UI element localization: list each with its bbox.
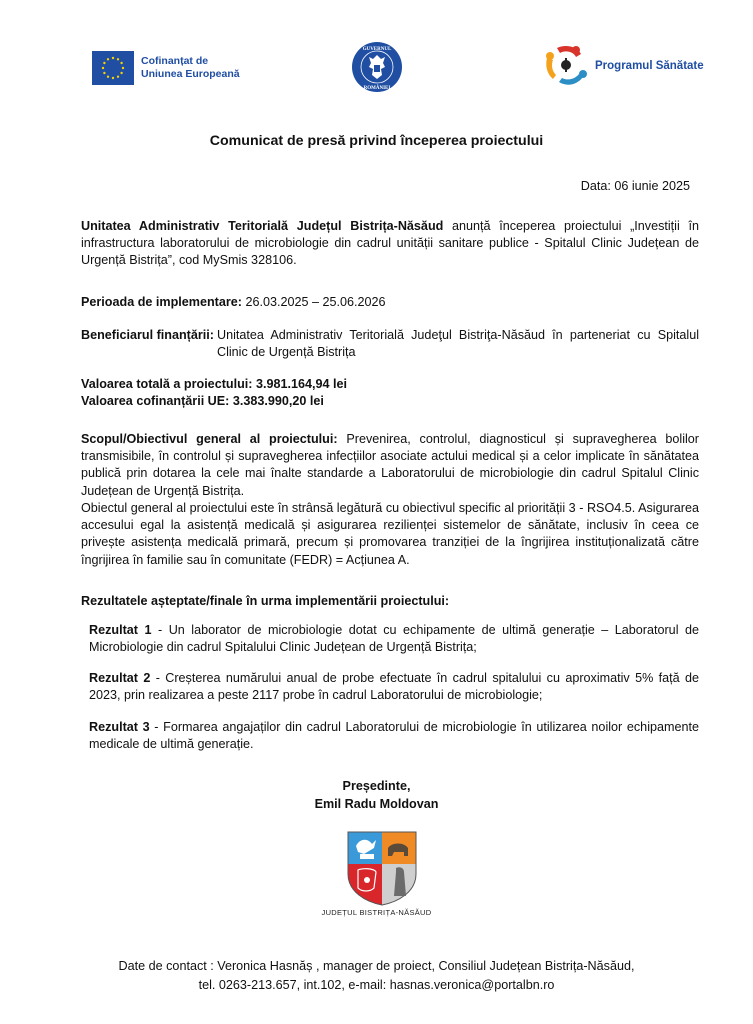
county-crest: [346, 830, 418, 906]
contact-line-2: tel. 0263-213.657, int.102, e-mail: hasnas.veronica@portalbn.ro: [198, 978, 555, 992]
romanian-government-logo: [351, 41, 403, 93]
result-label: Rezultat 1: [89, 623, 152, 637]
document-date: Data: 06 iunie 2025: [580, 179, 690, 193]
result-label: Rezultat 3: [89, 720, 150, 734]
coat-of-arms-icon: [346, 830, 418, 906]
beneficiary-label: Beneficiarul finanțării:: [81, 328, 214, 342]
crest-caption: JUDEȚUL BISTRIȚA-NĂSĂUD: [321, 908, 432, 917]
government-seal-icon: [351, 41, 403, 93]
people-circle-icon: [543, 44, 589, 88]
objective-paragraph: [81, 431, 699, 500]
result-item-3: [89, 719, 699, 753]
result-text: - Formarea angajaților din cadrul Laboratorului de microbiologie în utilizarea noilor echipamente medicale de ultimă generație.: [89, 720, 699, 752]
objective-paragraph-2: Obiectul general al proiectului este în strânsă legătură cu obiectivul specific al priorității 3 - RSO4.5. Asigurarea accesului egal la asistență medicală și asigurarea rezilienței sistemelor de sănătate, inclusiv în ceea ce privește asistența medicală primară, precum și promovarea tranziției de la îngrijirea instituționalizată către îngrijirea în familie sau în comunitate (FEDR) = Acțiunea A.: [81, 501, 699, 567]
result-item-1: [89, 622, 699, 656]
eu-logo-line1: Cofinanțat de: [141, 55, 209, 67]
signature-block: [0, 777, 753, 813]
eu-flag-icon: [92, 51, 134, 85]
programul-sanatate-logo: [543, 44, 704, 88]
period-value: 26.03.2025 – 25.06.2026: [241, 295, 386, 309]
programul-sanatate-text: Programul Sănătate: [595, 60, 704, 72]
period-label: Perioada de implementare:: [81, 295, 242, 309]
intro-paragraph: [81, 218, 699, 270]
result-item-2: [89, 670, 699, 704]
result-label: Rezultat 2: [89, 671, 151, 685]
svg-text:ROMÂNIEI: ROMÂNIEI: [363, 86, 391, 91]
beneficiary-value: Unitatea Administrativ Teritorială Judeţul Bistriţa-Năsăud în parteneriat cu Spitalul Clinic de Urgență Bistrița: [216, 328, 699, 360]
signer-role: Președinte,: [342, 779, 411, 793]
beneficiary: [81, 327, 699, 361]
intro-text: anunță începerea proiectului „Investiții în infrastructura laboratorului de microbiologie din cadrul unității sanitare publice - Spitalul Clinic Județean de Urgență Bistrița”, cod MySmis 328106.: [81, 219, 699, 268]
total-value: Valoarea totală a proiectului: 3.981.164,94 lei: [81, 377, 347, 391]
implementation-period: [81, 294, 699, 311]
signer-name: Emil Radu Moldovan: [314, 797, 439, 811]
result-text: - Creșterea numărului anual de probe efectuate în cadrul spitalului cu aproximativ 5% față de 2023, prin realizarea a peste 2117 probe în cadrul Laboratorului de microbiologie;: [89, 671, 699, 703]
eu-cofinanced-logo: [92, 51, 240, 85]
eu-logo-line2: Uniunea Europeană: [141, 68, 240, 80]
intro-bold: Unitatea Administrativ Teritorială Județul Bistrița-Năsăud: [81, 219, 444, 233]
results-heading: Rezultatele așteptate/finale în urma implementării proiectului:: [81, 594, 450, 608]
objective-text: Prevenirea, controlul, diagnosticul și supravegherea bolilor transmisibile, în controlul și supravegherea infecțiilor asociate actului medical și a celor implicate în sănătatea publică prin dotarea la cele mai înalte standarde a Laboratorului de microbiologie din cadrul Spitalul Clinic Județean de Urgență Bistrița.: [81, 432, 699, 498]
contact-info: [0, 957, 753, 995]
objective-label: Scopul/Obiectivul general al proiectului:: [81, 432, 338, 446]
svg-text:GUVERNUL: GUVERNUL: [362, 47, 392, 52]
page-title: Comunicat de presă privind începerea proiectului: [209, 133, 544, 149]
contact-line-1: Date de contact : Veronica Hasnăș , manager de proiect, Consiliul Județean Bistrița-Năsăud,: [118, 959, 635, 973]
result-text: - Un laborator de microbiologie dotat cu echipamente de ultimă generație – Laboratorul de Microbiologie din cadrul Spitalului Clinic Județean de Urgență Bistrița;: [89, 623, 699, 655]
eu-value: Valoarea cofinanțării UE: 3.383.990,20 lei: [81, 394, 324, 408]
